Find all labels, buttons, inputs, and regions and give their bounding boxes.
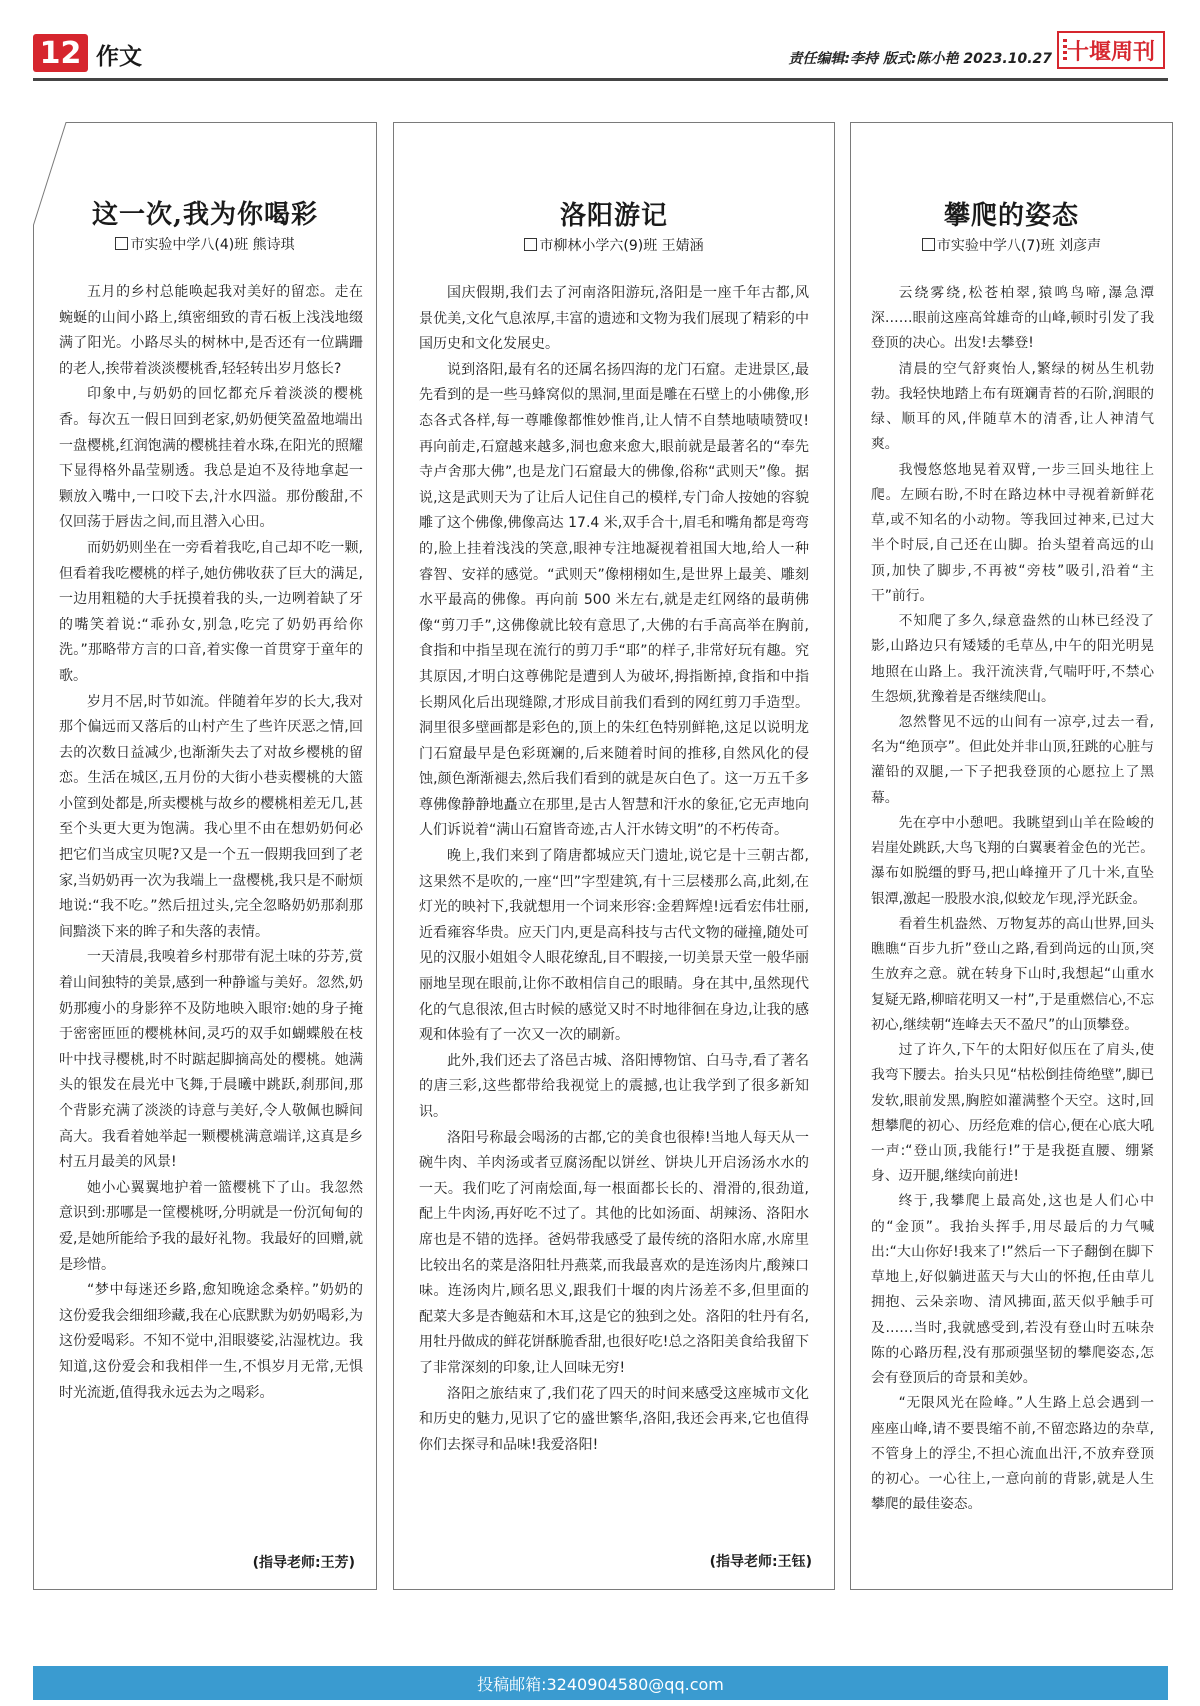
- submission-footer: 投稿邮箱:3240904580@qq.com: [33, 1666, 1168, 1700]
- page-number: 12: [33, 34, 88, 72]
- paragraph: 国庆假期,我们去了河南洛阳游玩,洛阳是一座千年古都,风景优美,文化气息浓厚,丰富的遗迹和文物为我们展现了精彩的中国历史和文化发展史。: [419, 285, 809, 353]
- paragraph: 她小心翼翼地护着一篮樱桃下了山。我忽然意识到:那哪是一筐樱桃呀,分明就是一份沉甸甸的爱,是她所能给予我的最好礼物。我最好的回赠,就是珍惜。: [59, 1179, 363, 1273]
- paragraph: “无限风光在险峰。”人生路上总会遇到一座座山峰,请不要畏缩不前,不留恋路边的杂草,不管身上的浮尘,不担心流血出汗,不放弃登顶的初心。一心往上,一意向前的背影,就是人生攀爬的最佳姿态。: [871, 1395, 1154, 1513]
- paragraph: 此外,我们还去了洛邑古城、洛阳博物馆、白马寺,看了著名的唐三彩,这些都带给我视觉上的震撼,也让我学到了很多新知识。: [419, 1052, 809, 1120]
- paragraph: 印象中,与奶奶的回忆都充斥着淡淡的樱桃香。每次五一假日回到老家,奶奶便笑盈盈地端出一盘樱桃,红润饱满的樱桃挂着水珠,在阳光的照耀下显得格外晶莹剔透。我总是迫不及待地拿起一颗放入嘴中,一口咬下去,汁水四溢。那份酸甜,不仅回荡于唇齿之间,而且潜入心田。: [59, 386, 363, 531]
- paragraph: 一天清晨,我嗅着乡村那带有泥土味的芬芳,赏着山间独特的美景,感到一种静谧与美好。忽然,奶奶那瘦小的身影猝不及防地映入眼帘:她的身子掩于密密匝匝的樱桃林间,灵巧的双手如蝴蝶般在枝叶中找寻樱桃,时不时踮起脚摘高处的樱桃。她满头的银发在晨光中飞舞,于晨曦中跳跃,刹那间,那个背影充满了淡淡的诗意与美好,令人敬佩也瞬间高大。我看着她举起一颗樱桃满意端详,这真是乡村五月最美的风景!: [59, 949, 363, 1171]
- article-byline: 市实验中学八(4)班 熊诗琪: [33, 234, 377, 254]
- article-byline: 市实验中学八(7)班 刘彦声: [851, 235, 1172, 255]
- advisor-credit: (指导老师:王钰): [709, 1554, 812, 1570]
- paragraph: 看着生机盎然、万物复苏的高山世界,回头瞧瞧“百步九折”登山之路,看到尚远的山顶,突生放弃之意。就在转身下山时,我想起“山重水复疑无路,柳暗花明又一村”,于是重燃信心,不忘初心,继续朝“连峰去天不盈尺”的山顶攀登。: [871, 915, 1154, 1033]
- article-body: [871, 281, 1154, 1517]
- paragraph: 我慢悠悠地晃着双臂,一步三回头地往上爬。左顾右盼,不时在路边林中寻视着新鲜花草,或不知名的小动物。等我回过神来,已过大半个时辰,自己还在山脚。抬头望着高远的山顶,加快了脚步,不再被“旁枝”吸引,沿着“主干”前行。: [871, 461, 1154, 604]
- byline-box-icon: [115, 237, 128, 250]
- paragraph: 而奶奶则坐在一旁看着我吃,自己却不吃一颗,但看着我吃樱桃的样子,她仿佛收获了巨大的满足,一边用粗糙的大手抚摸着我的头,一边咧着缺了牙的嘴笑着说:“乖孙女,别急,吃完了奶奶再给你洗。”那略带方言的口音,着实像一首贯穿于童年的歌。: [59, 539, 363, 684]
- article-body: [59, 280, 363, 1406]
- paragraph: 洛阳号称最会喝汤的古都,它的美食也很棒!当地人每天从一碗牛肉、羊肉汤或者豆腐汤配以饼丝、饼块儿开启汤汤水水的一天。我们吃了河南烩面,每一根面都长长的、滑滑的,很劲道,配上牛肉汤,再好吃不过了。其他的比如汤面、胡辣汤、洛阳水席也是不错的选择。爸妈带我感受了最传统的洛阳水席,水席里比较出名的菜是洛阳牡丹燕菜,而我最喜欢的是连汤肉片,酸辣口味。连汤肉片,顾名思义,跟我们十堰的肉片汤差不多,但里面的配菜大多是杏鲍菇和木耳,这是它的独到之处。洛阳的牡丹有名,用牡丹做成的鲜花饼酥脆香甜,也很好吃!总之洛阳美食给我留下了非常深刻的印象,让人回味无穷!: [419, 1129, 809, 1376]
- article-title: 攀爬的姿态: [943, 201, 1079, 231]
- paragraph: 过了许久,下午的太阳好似压在了肩头,使我弯下腰去。抬头只见“枯松倒挂倚绝壁”,脚已发软,眼前发黑,胸腔如灌满整个天空。这时,回想攀爬的初心、历经危难的信心,便在心底大吼一声:“登山顶,我能行!”于是我挺直腰、绷紧身、迈开腿,继续向前进!: [871, 1042, 1154, 1185]
- paragraph: 云绕雾绕,松苍柏翠,猿鸣鸟啼,瀑急潭深……眼前这座高耸雄奇的山峰,顿时引发了我登顶的决心。出发!去攀登!: [871, 285, 1154, 352]
- paragraph: 五月的乡村总能唤起我对美好的留恋。走在蜿蜒的山间小路上,缜密细致的青石板上浅浅地缀满了阳光。小路尽头的树林中,是否还有一位蹒跚的老人,挨带着淡淡樱桃香,轻轻转出岁月悠长?: [59, 284, 363, 377]
- masthead-logo: [1057, 31, 1165, 69]
- article-body: [419, 281, 809, 1458]
- byline-box-icon: [524, 238, 537, 251]
- paragraph: “梦中每迷还乡路,愈知晚途念桑梓。”奶奶的这份爱我会细细珍藏,我在心底默默为奶奶喝彩,为这份爱喝彩。不知不觉中,泪眼婆娑,沾湿枕边。我知道,这份爱会和我相伴一生,不惧岁月无常,无惧时光流逝,值得我永远去为之喝彩。: [59, 1282, 363, 1401]
- paragraph: 洛阳之旅结束了,我们花了四天的时间来感受这座城市文化和历史的魅力,见识了它的盛世繁华,洛阳,我还会再来,它也值得你们去探寻和品味!我爱洛阳!: [419, 1385, 809, 1453]
- section-title: 作文: [96, 44, 142, 70]
- article-column-1: [33, 122, 377, 1590]
- advisor-credit: (指导老师:王芳): [252, 1555, 355, 1571]
- paragraph: 说到洛阳,最有名的还属名扬四海的龙门石窟。走进景区,最先看到的是一些马蜂窝似的黑洞,里面是雕在石壁上的小佛像,形态各式各样,每一尊雕像都惟妙惟肖,让人情不自禁地啧啧赞叹!再向前走,石窟越来越多,洞也愈来愈大,眼前就是最著名的“奉先寺卢舍那大佛”,也是龙门石窟最大的佛像,俗称“武则天”像。据说,这是武则天为了让后人记住自己的模样,专门命人按她的容貌雕了这个佛像,佛像高达 17.4 米,双手合十,眉毛和嘴角都是弯弯的,脸上挂着浅浅的笑意,眼神专注地凝视着祖国大地,给人一种睿智、安祥的感觉。“武则天”像栩栩如生,是世界上最美、雕刻水平最高的佛像。再向前 500 米左右,就是走红网络的最萌佛像“剪刀手”,这佛像就比较有意思了,大佛的右手高高举在胸前,食指和中指呈现在流行的剪刀手“耶”的样子,非常好玩有趣。究其原因,才明白这尊佛陀是遭到人为破坏,拇指断掉,食指和中指长期风化后出现缝隙,才形成目前我们看到的网红剪刀手造型。洞里很多壁画都是彩色的,顶上的朱红色特别鲜艳,这足以说明龙门石窟最早是色彩斑斓的,后来随着时间的推移,自然风化的侵蚀,颜色渐渐褪去,然后我们看到的就是灰白色了。这一万五千多尊佛像静静地矗立在那里,是古人智慧和汗水的象征,它无声地向人们诉说着“满山石窟皆奇迹,古人汗水铸文明”的不朽传奇。: [419, 361, 809, 839]
- byline-box-icon: [922, 238, 935, 251]
- editor-credits: 责任编辑:李持 版式:陈小艳 2023.10.27: [788, 51, 1052, 67]
- header-rule: [33, 78, 1168, 81]
- article-column-3: [850, 122, 1173, 1590]
- paragraph: 终于,我攀爬上最高处,这也是人们心中的“金顶”。我抬头挥手,用尽最后的力气喊出:“大山你好!我来了!”然后一下子翻倒在脚下草地上,好似躺进蓝天与大山的怀抱,任由草儿拥抱、云朵亲吻、清风拂面,蓝天似乎触手可及……当时,我就感受到,若没有登山时五味杂陈的心路历程,没有那顽强坚韧的攀爬姿态,怎会有登顶后的奇景和美妙。: [871, 1193, 1154, 1387]
- paragraph: 不知爬了多久,绿意盎然的山林已经没了影,山路边只有矮矮的毛草丛,中午的阳光明晃地照在山路上。我汗流浃背,气喘吁吁,不禁心生怨烦,犹豫着是否继续爬山。: [871, 613, 1154, 705]
- article-byline: 市柳林小学六(9)班 王婧涵: [394, 235, 834, 255]
- article-column-2: [393, 122, 835, 1590]
- masthead-title: 十堰周刊: [1066, 38, 1155, 65]
- paragraph: 晚上,我们来到了隋唐都城应天门遗址,说它是十三朝古都,这果然不是吹的,一座“凹”字型建筑,有十三层楼那么高,此刻,在灯光的映衬下,我就想用一个词来形容:金碧辉煌!远看宏伟壮丽,近看雍容华贵。应天门内,更是高科技与古代文物的碰撞,随处可见的汉服小姐姐令人眼花缭乱,目不暇接,一切美景天堂一般华丽丽地呈现在眼前,让你不敢相信自己的眼睛。身在其中,虽然现代化的气息很浓,但古时候的感觉又时不时地徘徊在身边,让我的感观和体验有了一次又一次的刷新。: [419, 848, 809, 1044]
- paragraph: 岁月不居,时节如流。伴随着年岁的长大,我对那个偏远而又落后的山村产生了些许厌恶之情,回去的次数日益减少,也渐渐失去了对故乡樱桃的留恋。生活在城区,五月份的大街小巷卖樱桃的大篮小筐到处都是,所卖樱桃与故乡的樱桃相差无几,甚至个头更大更为饱满。我心里不由在想奶奶何必把它们当成宝贝呢?又是一个五一假期我回到了老家,当奶奶再一次为我端上一盘樱桃,我只是不耐烦地说:“我不吃。”然后扭过头,完全忽略奶奶那刹那间黯淡下来的眸子和失落的表情。: [59, 693, 363, 940]
- article-title: 洛阳游记: [559, 201, 668, 231]
- paragraph: 忽然瞥见不远的山间有一凉亭,过去一看,名为“绝顶亭”。但此处并非山顶,狂跳的心脏与灌铅的双腿,一下子把我登顶的心愿拉上了黑幕。: [871, 713, 1154, 806]
- paragraph: 清晨的空气舒爽怡人,繁绿的树丛生机勃勃。我轻快地踏上布有斑斓青苔的石阶,润眼的绿、顺耳的风,伴随草木的清香,让人神清气爽。: [871, 360, 1154, 453]
- article-title: 这一次,我为你喝彩: [91, 200, 319, 230]
- page-header: [0, 0, 1200, 80]
- paragraph: 先在亭中小憩吧。我眺望到山羊在险峻的岩崖处跳跃,大鸟飞翔的白翼裹着金色的光芒。瀑布如脱缰的野马,把山峰撞开了几十米,直坠银潭,激起一股股水浪,似蛟龙乍现,浮光跃金。: [871, 814, 1154, 907]
- masthead-dots-icon: [1063, 39, 1067, 63]
